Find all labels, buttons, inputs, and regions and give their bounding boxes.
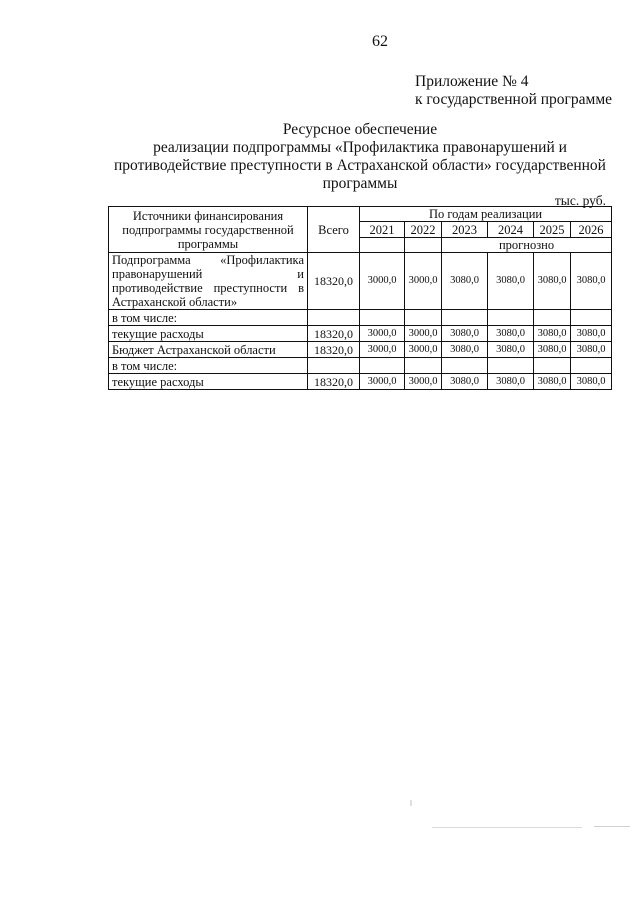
header-year: 2025 (534, 222, 571, 238)
row-label: Подпрограмма «Профилактика правонарушений и противодействие преступности в Астраханской области» (109, 253, 308, 310)
row-label: текущие расходы (109, 326, 308, 342)
table-row (109, 342, 612, 358)
row-value (534, 310, 571, 326)
appendix-line-1: Приложение № 4 (415, 73, 529, 90)
row-value: 3080,0 (534, 374, 571, 390)
header-by-years: По годам реализации (360, 207, 612, 222)
row-label: в том числе: (109, 358, 308, 374)
row-value: 3080,0 (571, 374, 612, 390)
row-total (308, 358, 360, 374)
table-row (109, 358, 612, 374)
row-value: 3080,0 (442, 374, 488, 390)
header-year: 2023 (442, 222, 488, 238)
row-total (308, 310, 360, 326)
row-value: 3000,0 (405, 326, 442, 342)
row-value: 3080,0 (534, 253, 571, 310)
row-label: Бюджет Астраханской области (109, 342, 308, 358)
row-value: 3080,0 (442, 253, 488, 310)
row-value: 3080,0 (488, 253, 534, 310)
header-year: 2026 (571, 222, 612, 238)
row-total: 18320,0 (308, 253, 360, 310)
row-value: 3080,0 (571, 342, 612, 358)
scan-artifact (594, 826, 630, 827)
row-value: 3080,0 (442, 342, 488, 358)
row-value: 3080,0 (488, 326, 534, 342)
row-value: 3000,0 (360, 326, 405, 342)
scan-artifact (432, 827, 582, 828)
row-total: 18320,0 (308, 342, 360, 358)
row-value: 3080,0 (534, 342, 571, 358)
header-total: Всего (308, 207, 360, 253)
row-value (360, 310, 405, 326)
row-value: 3080,0 (442, 326, 488, 342)
row-total: 18320,0 (308, 326, 360, 342)
row-value (571, 358, 612, 374)
table-row (109, 326, 612, 342)
resource-table (108, 206, 612, 390)
row-value: 3080,0 (488, 374, 534, 390)
row-value: 3000,0 (405, 342, 442, 358)
table-row (109, 374, 612, 390)
row-value: 3000,0 (405, 374, 442, 390)
row-value: 3000,0 (360, 374, 405, 390)
header-year: 2022 (405, 222, 442, 238)
row-value: 3080,0 (571, 326, 612, 342)
row-value (360, 358, 405, 374)
header-empty-cell (405, 238, 442, 253)
appendix-note (415, 73, 612, 109)
row-label: в том числе: (109, 310, 308, 326)
row-total: 18320,0 (308, 374, 360, 390)
row-value (405, 310, 442, 326)
title-line-4: программы (322, 175, 398, 192)
header-year: 2024 (488, 222, 534, 238)
row-value: 3080,0 (534, 326, 571, 342)
page-number: 62 (372, 33, 388, 50)
row-value (488, 358, 534, 374)
row-value (442, 310, 488, 326)
row-value: 3000,0 (360, 253, 405, 310)
row-label: текущие расходы (109, 374, 308, 390)
row-value: 3000,0 (405, 253, 442, 310)
title-line-1: Ресурсное обеспечение (282, 121, 438, 138)
row-value (571, 310, 612, 326)
row-value (442, 358, 488, 374)
table-row (109, 310, 612, 326)
header-source: Источники финансирования подпрограммы государственной программы (109, 207, 308, 253)
row-value: 3080,0 (571, 253, 612, 310)
document-title (100, 121, 620, 193)
header-year: 2021 (360, 222, 405, 238)
title-line-2: реализации подпрограммы «Профилактика правонарушений и (153, 139, 567, 156)
row-value (534, 358, 571, 374)
scan-artifact (410, 800, 412, 806)
units-label: тыс. руб. (554, 193, 606, 208)
table-row (109, 253, 612, 310)
row-value (405, 358, 442, 374)
header-empty-cell (360, 238, 405, 253)
title-line-3: противодействие преступности в Астраханской области» государственной (114, 157, 606, 174)
appendix-line-2: к государственной программе (415, 91, 613, 108)
header-forecast: прогнозно (442, 238, 612, 253)
row-value: 3000,0 (360, 342, 405, 358)
row-value: 3080,0 (488, 342, 534, 358)
row-value (488, 310, 534, 326)
